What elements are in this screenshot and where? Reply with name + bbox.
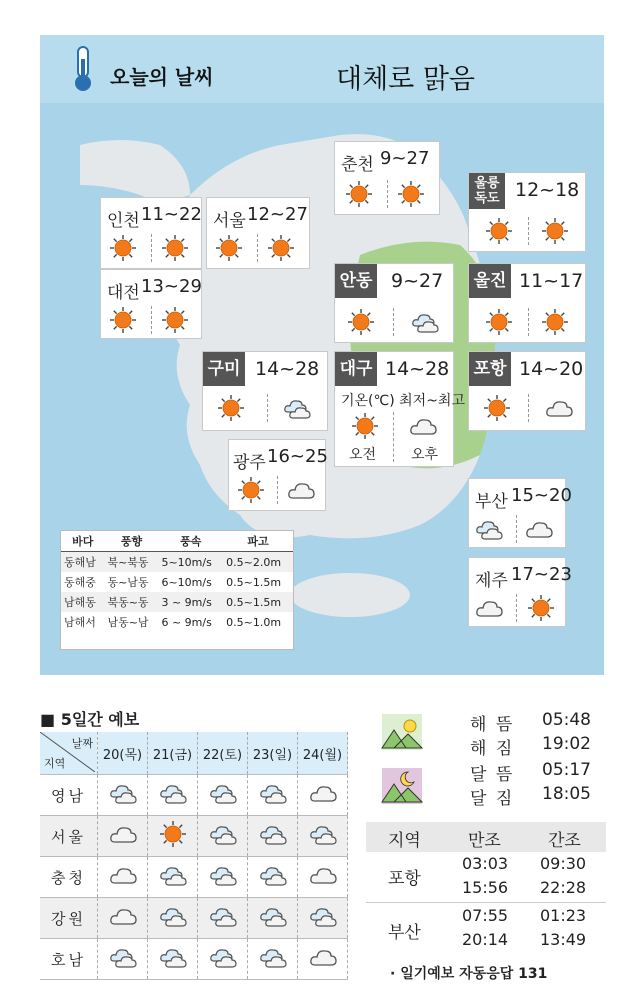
city-temp: 12~18 [515, 179, 580, 201]
tide-high: 03:03 [462, 854, 509, 873]
divider [366, 902, 606, 903]
city-card-uljin [468, 263, 586, 343]
city-temp: 9~27 [380, 148, 430, 169]
city-card-daegu [334, 351, 465, 467]
sunset-label: 해 짐 [470, 739, 515, 759]
partly-cloudy-icon [259, 902, 287, 930]
city-name: 울진 [469, 264, 511, 298]
city-card-jeju [468, 557, 572, 627]
divider [516, 515, 517, 543]
sunset-time: 19:02 [542, 734, 591, 754]
am-label: 오전 [349, 447, 377, 463]
city-name: 부산 [475, 492, 508, 512]
city-card-gwangju [228, 439, 326, 511]
sunny-icon [267, 234, 295, 262]
sunny-icon [485, 217, 513, 245]
forecast-region: 강원 [40, 898, 98, 939]
partly-cloudy-icon [475, 515, 503, 543]
forecast-table [40, 732, 348, 980]
partly-cloudy-icon [209, 820, 237, 848]
sunny-icon [345, 180, 373, 208]
weather-map [40, 35, 604, 675]
sea-cell: 0.5~1.0m [226, 615, 282, 629]
sunny-icon [109, 234, 137, 262]
partly-cloudy-icon [259, 861, 287, 889]
sea-header: 파고 [223, 531, 293, 552]
partly-cloudy-icon [209, 902, 237, 930]
sunny-icon [347, 308, 375, 336]
sea-cell: 6~10m/s [161, 575, 212, 589]
cloudy-icon [545, 394, 573, 422]
partly-cloudy-icon [209, 779, 237, 807]
forecast-region: 호남 [40, 939, 98, 980]
forecast-date: 24(월) [298, 732, 348, 775]
sea-cell: 남해동 [61, 592, 104, 612]
sea-cell: 6 ~ 9m/s [161, 615, 212, 629]
divider [528, 308, 529, 336]
sunrise-time: 05:48 [542, 710, 591, 730]
sunny-icon [485, 308, 513, 336]
divider [528, 217, 529, 245]
divider [267, 394, 268, 422]
city-card-andong [334, 263, 454, 343]
cloudy-icon [409, 412, 437, 440]
divider [257, 234, 258, 262]
city-temp: 17~23 [511, 564, 572, 585]
sunny-icon [397, 180, 425, 208]
city-card-ulleung [468, 172, 586, 252]
partly-cloudy-icon [259, 943, 287, 971]
city-card-seoul [206, 197, 310, 269]
sunny-icon [483, 394, 511, 422]
partly-cloudy-icon [283, 394, 311, 422]
cloudy-icon [525, 515, 553, 543]
sunny-icon [541, 308, 569, 336]
sea-cell: 3 ~ 9m/s [158, 592, 223, 612]
sea-cell: 북동~동 [104, 592, 158, 612]
forecast-date: 22(토) [198, 732, 248, 775]
forecast-region: 충청 [40, 857, 98, 898]
forecast-row [40, 857, 348, 898]
cloudy-icon [109, 902, 137, 930]
partly-cloudy-icon [109, 943, 137, 971]
city-name: 안동 [335, 264, 377, 298]
divider [387, 180, 388, 208]
cloudy-icon [309, 779, 337, 807]
city-card-gumi [202, 351, 328, 431]
city-temp: 9~27 [391, 270, 444, 292]
corner-date-label: 날짜 [71, 737, 93, 750]
tide-region: 부산 [388, 923, 421, 943]
city-temp: 13~29 [141, 276, 202, 297]
divider [151, 306, 152, 334]
partly-cloudy-icon [159, 902, 187, 930]
sea-cell: 5~10m/s [158, 552, 223, 573]
cloudy-icon [309, 861, 337, 889]
city-name: 인천 [107, 211, 140, 231]
city-name: 대구 [335, 352, 377, 386]
city-temp: 11~17 [519, 270, 584, 292]
city-card-pohang [468, 351, 586, 431]
cloudy-icon [109, 861, 137, 889]
city-card-incheon [100, 197, 202, 269]
table-row [61, 592, 293, 612]
city-name-line2: 독도 [474, 191, 500, 206]
city-temp: 14~28 [255, 358, 320, 380]
tide-high: 15:56 [462, 878, 509, 897]
partly-cloudy-icon [309, 820, 337, 848]
partly-cloudy-icon [109, 779, 137, 807]
moonset-label: 달 짐 [470, 789, 515, 809]
page-title: 오늘의 날씨 [110, 65, 214, 89]
sunrise-icon [380, 712, 424, 752]
tide-low: 13:49 [540, 930, 587, 949]
tide-low: 01:23 [540, 906, 587, 925]
forecast-row [40, 816, 348, 857]
sunny-icon [159, 820, 187, 848]
sunny-icon [161, 306, 189, 334]
moonrise-icon [380, 766, 424, 806]
sea-conditions-table [60, 530, 294, 650]
tide-header-low: 간조 [548, 831, 581, 851]
forecast-date: 20(목) [98, 732, 148, 775]
tide-high: 20:14 [462, 930, 509, 949]
forecast-row [40, 775, 348, 816]
sea-cell: 동~남동 [107, 576, 149, 589]
partly-cloudy-icon [259, 820, 287, 848]
weather-summary: 대체로 맑음 [336, 64, 475, 95]
forecast-corner [40, 732, 98, 775]
moonset-time: 18:05 [542, 784, 591, 804]
partly-cloudy-icon [209, 943, 237, 971]
tide-high: 07:55 [462, 906, 509, 925]
partly-cloudy-icon [159, 861, 187, 889]
moonrise-label: 달 뜸 [470, 765, 515, 785]
sunny-icon [351, 412, 379, 440]
city-tag [469, 173, 505, 209]
forecast-row [40, 898, 348, 939]
sea-cell: 0.5~1.5m [223, 592, 293, 612]
partly-cloudy-icon [309, 902, 337, 930]
sea-cell: 북~북동 [104, 552, 158, 573]
sunny-icon [161, 234, 189, 262]
city-card-daejeon [100, 269, 202, 339]
partly-cloudy-icon [159, 943, 187, 971]
sunny-icon [215, 234, 243, 262]
sea-cell: 0.5~2.0m [223, 552, 293, 573]
sea-header: 풍속 [158, 531, 223, 552]
city-temp: 15~20 [511, 485, 572, 506]
city-name: 춘천 [341, 155, 374, 175]
city-name: 서울 [213, 211, 246, 231]
sea-cell: 동해남 [61, 552, 104, 573]
city-name: 광주 [233, 453, 266, 473]
sea-header: 바다 [61, 531, 104, 552]
sunny-icon [541, 217, 569, 245]
corner-region-label: 지역 [44, 757, 66, 770]
city-temp: 14~28 [385, 358, 450, 380]
sea-cell: 동해중 [64, 576, 96, 589]
pm-label: 오후 [411, 447, 439, 463]
city-card-busan [468, 478, 572, 548]
cloudy-icon [309, 943, 337, 971]
sunny-icon [527, 594, 555, 622]
moonrise-time: 05:17 [542, 760, 591, 780]
partly-cloudy-icon [411, 308, 439, 336]
sunny-icon [217, 394, 245, 422]
temp-legend: 기온(℃) 최저~최고 [341, 393, 465, 409]
tide-header-region: 지역 [388, 831, 421, 851]
city-name: 제주 [475, 571, 508, 591]
forecast-region: 영남 [40, 775, 98, 816]
table-row [61, 572, 293, 592]
partly-cloudy-icon [159, 779, 187, 807]
forecast-date: 23(일) [248, 732, 298, 775]
partly-cloudy-icon [209, 861, 237, 889]
sunny-icon [237, 476, 265, 504]
cloudy-icon [475, 594, 503, 622]
tide-header-high: 만조 [468, 831, 501, 851]
sunny-icon [109, 306, 137, 334]
table-row [61, 552, 293, 573]
tide-region: 포항 [388, 869, 421, 889]
city-temp: 11~22 [141, 204, 202, 225]
cloudy-icon [109, 820, 137, 848]
forecast-row [40, 939, 348, 980]
divider [151, 234, 152, 262]
city-name: 포항 [469, 352, 511, 386]
city-temp: 12~27 [247, 204, 308, 225]
table-row [61, 612, 293, 632]
city-temp: 14~20 [519, 358, 584, 380]
city-temp: 16~25 [267, 446, 328, 467]
divider [393, 308, 394, 336]
forecast-date: 21(금) [148, 732, 198, 775]
sea-cell: 남동~남 [107, 616, 149, 629]
forecast-header-row [40, 732, 348, 775]
tide-low: 22:28 [540, 878, 587, 897]
city-name: 구미 [203, 352, 245, 386]
divider [516, 594, 517, 622]
city-name: 대전 [107, 283, 140, 303]
tide-low: 09:30 [540, 854, 587, 873]
sunrise-label: 해 뜸 [470, 715, 515, 735]
city-name-line1: 울릉 [474, 176, 500, 191]
sea-cell: 남해서 [64, 616, 96, 629]
footer-hotline: · 일기예보 자동응답 131 [390, 966, 548, 982]
city-card-chuncheon [334, 141, 440, 215]
forecast-title: ■ 5일간 예보 [40, 710, 140, 729]
sea-cell: 0.5~1.5m [226, 575, 282, 589]
divider [393, 412, 394, 462]
divider [277, 476, 278, 504]
forecast-region: 서울 [40, 816, 98, 857]
partly-cloudy-icon [259, 779, 287, 807]
divider [528, 394, 529, 422]
sea-header: 풍향 [104, 531, 158, 552]
cloudy-icon [287, 476, 315, 504]
